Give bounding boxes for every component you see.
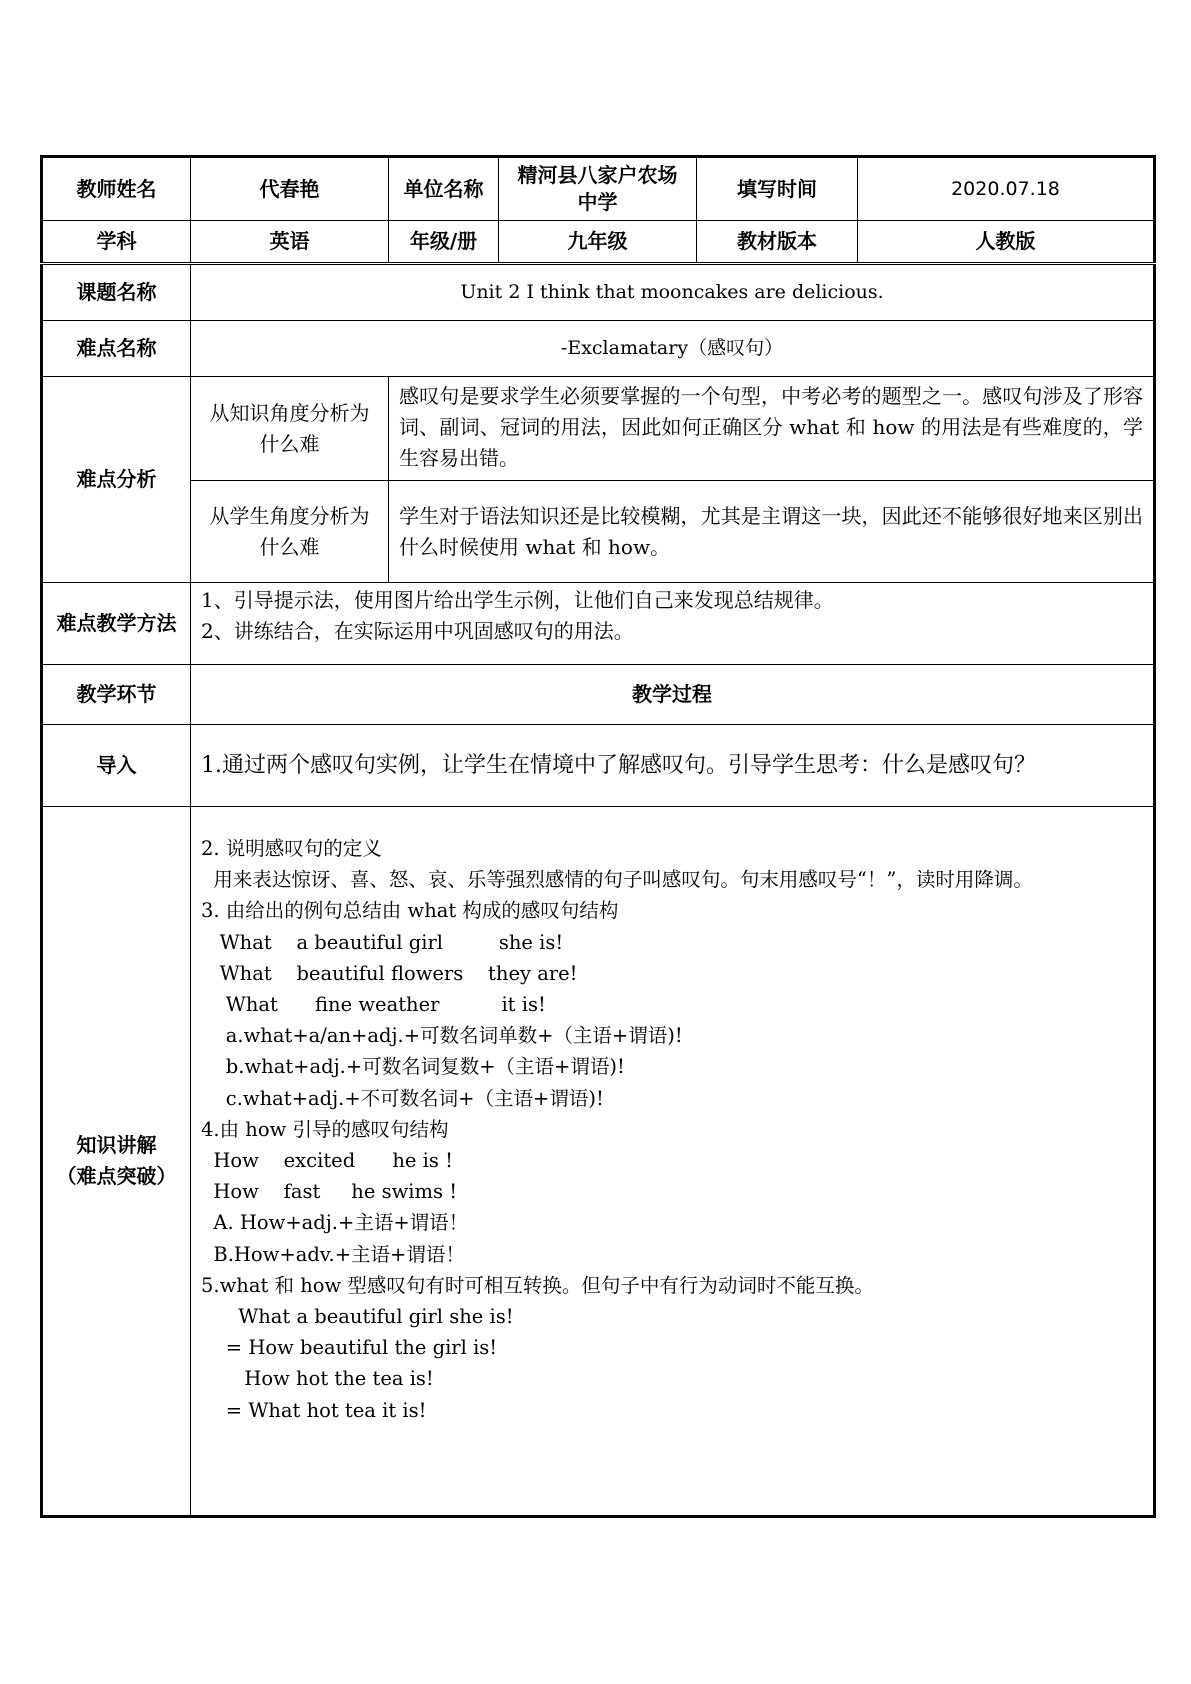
knowledge-line: What beautiful flowers they are! — [201, 961, 578, 985]
knowledge-line: 4.由 how 引导的感叹句结构 — [201, 1117, 449, 1141]
knowledge-line: 2. 说明感叹句的定义 — [201, 837, 382, 860]
teacher-label: 教师姓名 — [42, 157, 191, 221]
process-value: 教学过程 — [191, 665, 1155, 725]
knowledge-line: = How beautiful the girl is! — [201, 1336, 498, 1360]
knowledge-line: How fast he swims ! — [201, 1180, 458, 1204]
knowledge-line: A. How+adj.+主语+谓语！ — [201, 1211, 469, 1235]
knowledge-angle-label-line1: 从知识角度分析为 — [209, 400, 370, 425]
topic-value: Unit 2 I think that mooncakes are delicious. — [191, 264, 1155, 321]
knowledge-content — [191, 807, 1155, 1517]
knowledge-line: = What hot tea it is! — [201, 1398, 427, 1422]
subject-label: 学科 — [42, 221, 191, 264]
method-label: 难点教学方法 — [42, 583, 191, 665]
method-line-2: 2、讲练结合，在实际运用中巩固感叹句的用法。 — [201, 619, 634, 643]
intro-label: 导入 — [42, 725, 191, 807]
unit-value — [499, 157, 697, 221]
analysis-label: 难点分析 — [42, 377, 191, 583]
knowledge-line: 用来表达惊讶、喜、怒、哀、乐等强烈感情的句子叫感叹句。句末用感叹号“！”，读时用降调。 — [201, 868, 1033, 892]
student-angle-label-line1: 从学生角度分析为 — [209, 503, 370, 528]
edition-label: 教材版本 — [697, 221, 858, 264]
intro-row — [42, 725, 1155, 807]
knowledge-line: How hot the tea is! — [201, 1367, 434, 1391]
unit-label: 单位名称 — [389, 157, 499, 221]
grade-value: 九年级 — [499, 221, 697, 264]
method-text — [191, 583, 1155, 665]
knowledge-line: c.what+adj.+不可数名词+（主语+谓语)! — [201, 1086, 604, 1110]
knowledge-angle-text: 感叹句是要求学生必须要掌握的一个句型，中考必考的题型之一。感叹句涉及了形容词、副词、冠词的用法，因此如何正确区分 what 和 how 的用法是有些难度的，学生容易出错。 — [389, 377, 1155, 481]
student-angle-label — [191, 481, 389, 583]
intro-text: 1.通过两个感叹句实例，让学生在情境中了解感叹句。引导学生思考：什么是感叹句？ — [191, 725, 1155, 807]
difficulty-row — [42, 321, 1155, 377]
knowledge-angle-label — [191, 377, 389, 481]
knowledge-line: What fine weather it is! — [201, 993, 546, 1017]
unit-value-line2: 中学 — [577, 190, 618, 214]
knowledge-line: How excited he is ! — [201, 1149, 453, 1173]
knowledge-line: B.How+adv.+主语+谓语！ — [201, 1242, 465, 1266]
knowledge-line: a.what+a/an+adj.+可数名词单数+（主语+谓语)! — [201, 1024, 683, 1048]
knowledge-line: 3. 由给出的例句总结由 what 构成的感叹句结构 — [201, 899, 619, 923]
lesson-plan-page — [40, 155, 1153, 1518]
header-row-1 — [42, 157, 1155, 221]
student-angle-label-line2: 什么难 — [259, 534, 320, 559]
subject-value: 英语 — [191, 221, 389, 264]
knowledge-line: b.what+adj.+可数名词复数+（主语+谓语)! — [201, 1055, 625, 1079]
knowledge-angle-label-line2: 什么难 — [259, 431, 320, 456]
process-label: 教学环节 — [42, 665, 191, 725]
knowledge-line: 5.what 和 how 型感叹句有时可相互转换。但句子中有行为动词时不能互换。 — [201, 1273, 874, 1297]
date-value: 2020.07.18 — [858, 157, 1155, 221]
knowledge-line: What a beautiful girl she is! — [201, 1305, 514, 1329]
process-header-row — [42, 665, 1155, 725]
header-row-2 — [42, 221, 1155, 264]
difficulty-value: -Exclamatary（感叹句） — [191, 321, 1155, 377]
method-line-1: 1、引导提示法，使用图片给出学生示例，让他们自己来发现总结规律。 — [201, 588, 834, 612]
difficulty-label: 难点名称 — [42, 321, 191, 377]
knowledge-line: What a beautiful girl she is! — [201, 930, 564, 954]
knowledge-row — [42, 807, 1155, 1517]
student-angle-text: 学生对于语法知识还是比较模糊，尤其是主谓这一块，因此还不能够很好地来区别出什么时候使用 what 和 how。 — [389, 481, 1155, 583]
lesson-plan-table — [40, 155, 1156, 1518]
date-label: 填写时间 — [697, 157, 858, 221]
unit-value-line1: 精河县八家户农场 — [517, 163, 678, 187]
analysis-knowledge-row — [42, 377, 1155, 481]
grade-label: 年级/册 — [389, 221, 499, 264]
method-row — [42, 583, 1155, 665]
analysis-student-row — [42, 481, 1155, 583]
knowledge-label — [42, 807, 191, 1517]
teacher-value: 代春艳 — [191, 157, 389, 221]
topic-label: 课题名称 — [42, 264, 191, 321]
knowledge-label-line1: 知识讲解 — [76, 1133, 157, 1157]
topic-row — [42, 264, 1155, 321]
knowledge-label-line2: （难点突破） — [56, 1164, 177, 1188]
edition-value: 人教版 — [858, 221, 1155, 264]
